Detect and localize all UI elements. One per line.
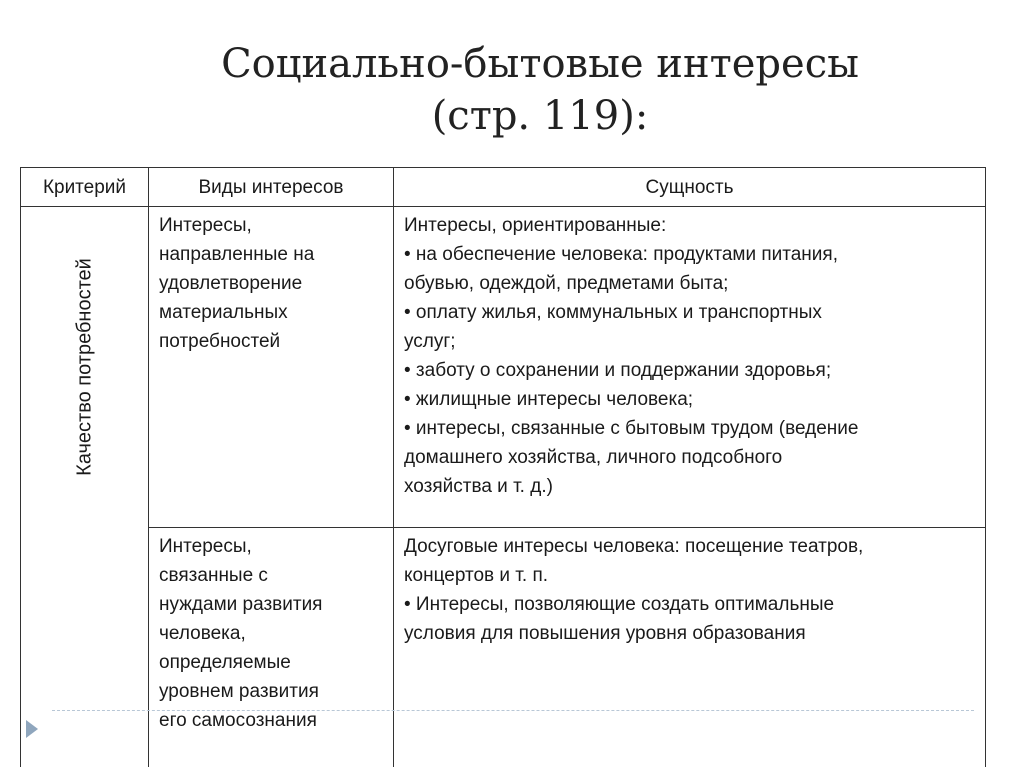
essence-line: • заботу о сохранении и поддержании здоровья; (404, 360, 832, 381)
title-line-2: (стр. 119): (431, 93, 649, 139)
essence-line: • на обеспечение человека: продуктами питания, (404, 244, 838, 265)
kind-cell (149, 207, 394, 528)
interests-table (20, 167, 986, 767)
kind-line: связанные с (159, 565, 268, 586)
essence-line: домашнего хозяйства, личного подсобного (404, 447, 783, 468)
kind-line: его самосознания (159, 710, 317, 731)
kind-line: нуждами развития (159, 594, 323, 615)
kind-line: определяемые (159, 652, 291, 673)
kind-line: Интересы, (159, 215, 252, 236)
header-kinds: Виды интересов (149, 168, 394, 207)
kind-line: направленные на (159, 244, 315, 265)
footer-divider (52, 710, 974, 711)
kind-line: Интересы, (159, 536, 252, 557)
slide-title (120, 38, 960, 142)
essence-line: Досуговые интересы человека: посещение театров, (404, 536, 864, 557)
header-criterion: Критерий (21, 168, 149, 207)
kind-line: уровнем развития (159, 681, 319, 702)
essence-cell (394, 528, 986, 767)
table-row (21, 207, 986, 528)
essence-line: • интересы, связанные с бытовым трудом (ведение (404, 418, 859, 439)
essence-line: Интересы, ориентированные: (404, 215, 667, 236)
kind-cell (149, 528, 394, 767)
kind-line: потребностей (159, 331, 281, 352)
kind-line: материальных (159, 302, 288, 323)
criterion-label: Качество потребностей (73, 258, 95, 476)
essence-line: обувью, одеждой, предметами быта; (404, 273, 729, 294)
criterion-cell (21, 207, 149, 767)
essence-line: • оплату жилья, коммунальных и транспортных (404, 302, 822, 323)
essence-line: • жилищные интересы человека; (404, 389, 694, 410)
table-header-row (21, 168, 986, 207)
essence-line: хозяйства и т. д.) (404, 476, 553, 497)
triangle-right-icon[interactable] (26, 720, 38, 738)
essence-line: условия для повышения уровня образования (404, 623, 806, 644)
table-row (21, 528, 986, 767)
header-essence: Сущность (394, 168, 986, 207)
kind-line: удовлетворение (159, 273, 303, 294)
essence-line: • Интересы, позволяющие создать оптимальные (404, 594, 835, 615)
essence-cell (394, 207, 986, 528)
essence-line: концертов и т. п. (404, 565, 549, 586)
kind-line: человека, (159, 623, 246, 644)
title-line-1: Социально-бытовые интересы (221, 41, 859, 87)
essence-line: услуг; (404, 331, 456, 352)
